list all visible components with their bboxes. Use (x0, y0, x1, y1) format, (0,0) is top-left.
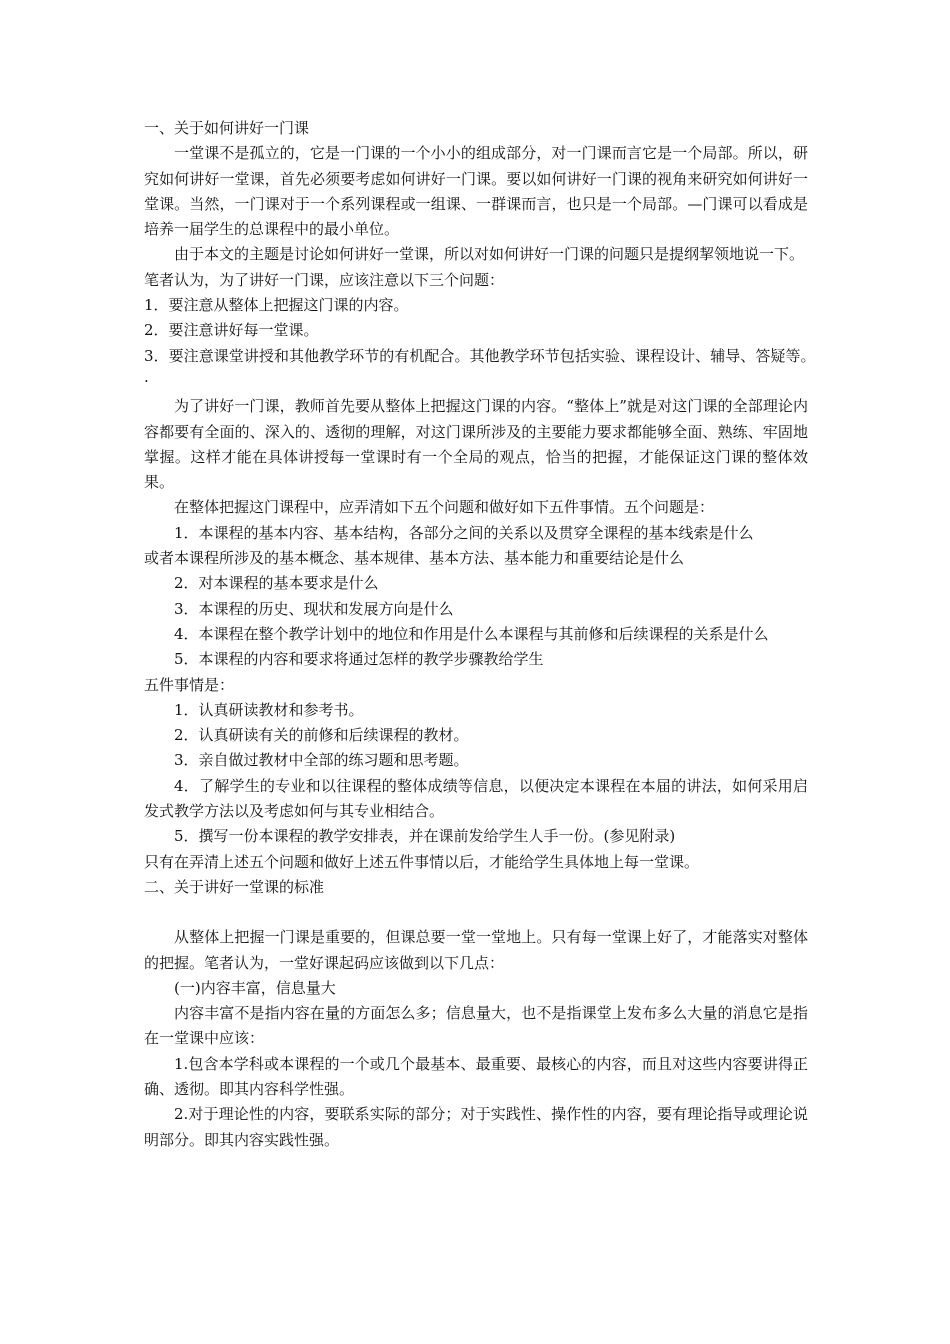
document-page (144, 116, 808, 1153)
list-item: 1．要注意从整体上把握这门课的内容。 (144, 296, 409, 315)
list-item: 5．撰写一份本课程的教学安排表，并在课前发给学生人手一份。(参见附录) (174, 827, 676, 846)
list-item: 1．认真研读教材和参考书。 (174, 700, 364, 719)
list-item: 1．本课程的基本内容、基本结构，各部分之间的关系以及贯穿全课程的基本线索是什么 (174, 523, 754, 542)
section-heading-1: 一、关于如何讲好一门课 (144, 119, 310, 137)
list-item: 4．了解学生的专业和以往课程的整体成绩等信息，以便决定本课程在本届的讲法，如何采用启发式教学方法以及考虑如何与其专业相结合。 (144, 776, 808, 821)
paragraph: 从整体上把握一门课是重要的，但课总要一堂一堂地上。只有每一堂课上好了，才能落实对整体的把握。笔者认为，一堂好课起码应该做到以下几点： (144, 928, 808, 972)
paragraph: 内容丰富不是指内容在量的方面怎么多；信息量大，也不是指课堂上发布多么大量的消息它是指在一堂课中应该： (144, 1004, 808, 1048)
list-item-continuation: 或者本课程所涉及的基本概念、基本规律、基本方法、基本能力和重要结论是什么 (144, 549, 685, 568)
list-item: 3．本课程的历史、现状和发展方向是什么 (174, 599, 454, 618)
list-item: 5．本课程的内容和要求将通过怎样的教学步骤教给学生 (174, 650, 544, 669)
paragraph: 五件事情是： (144, 675, 235, 694)
list-item: 2．要注意讲好每一堂课。 (144, 321, 319, 340)
paragraph: 一堂课不是孤立的，它是一门课的一个小小的组成部分，对一门课而言它是一个局部。所以，研究如何讲好一堂课，首先必须要考虑如何讲好一门课。要以如何讲好一门课的视角来研究如何讲好一堂课。当然，一门课对于一个系列课程或一组课、一群课而言，也只是一个局部。—门课可以看成是培养一届学生的总课程中的最小单位。 (144, 144, 808, 239)
paragraph: 由于本文的主题是讨论如何讲好一堂课，所以对如何讲好一门课的问题只是提纲挈领地说一下。 (174, 245, 805, 264)
paragraph: 为了讲好一门课，教师首先要从整体上把握这门课的内容。“整体上”就是对这门课的全部理论内容都要有全面的、深入的、透彻的理解，对这门课所涉及的主要能力要求都能够全面、熟练、牢固地掌握。这样才能在具体讲授每一堂课时有一个全局的观点，恰当的把握，才能保证这门课的整体效果。 (144, 397, 808, 492)
list-item: 3．要注意课堂讲授和其他教学环节的有机配合。其他教学环节包括实验、课程设计、辅导、答疑等。· (144, 346, 808, 390)
paragraph: 只有在弄清上述五个问题和做好上述五件事情以后，才能给学生具体地上每一堂课。 (144, 852, 700, 871)
list-item: 2．对本课程的基本要求是什么 (174, 574, 379, 593)
section-heading-2: 二、关于讲好一堂课的标准 (144, 877, 325, 896)
subsection-heading: (一)内容丰富，信息量大 (174, 978, 336, 997)
paragraph: 笔者认为，为了讲好一门课，应该注意以下三个问题： (144, 270, 505, 289)
list-item: 3．亲自做过教材中全部的练习题和思考题。 (174, 751, 469, 770)
list-item: 4．本课程在整个教学计划中的地位和作用是什么本课程与其前修和后续课程的关系是什么 (174, 624, 769, 643)
paragraph: 在整体把握这门课程中，应弄清如下五个问题和做好如下五件事情。五个问题是： (174, 498, 715, 517)
blank-line (144, 900, 808, 925)
list-item: 2.对于理论性的内容，要联系实际的部分；对于实践性、操作性的内容，要有理论指导或理论说明部分。即其内容实践性强。 (144, 1105, 808, 1149)
list-item: 2．认真研读有关的前修和后续课程的教材。 (174, 726, 469, 745)
list-item: 1.包含本学科或本课程的一个或几个最基本、最重要、最核心的内容，而且对这些内容要讲得正确、透彻。即其内容科学性强。 (144, 1054, 808, 1098)
